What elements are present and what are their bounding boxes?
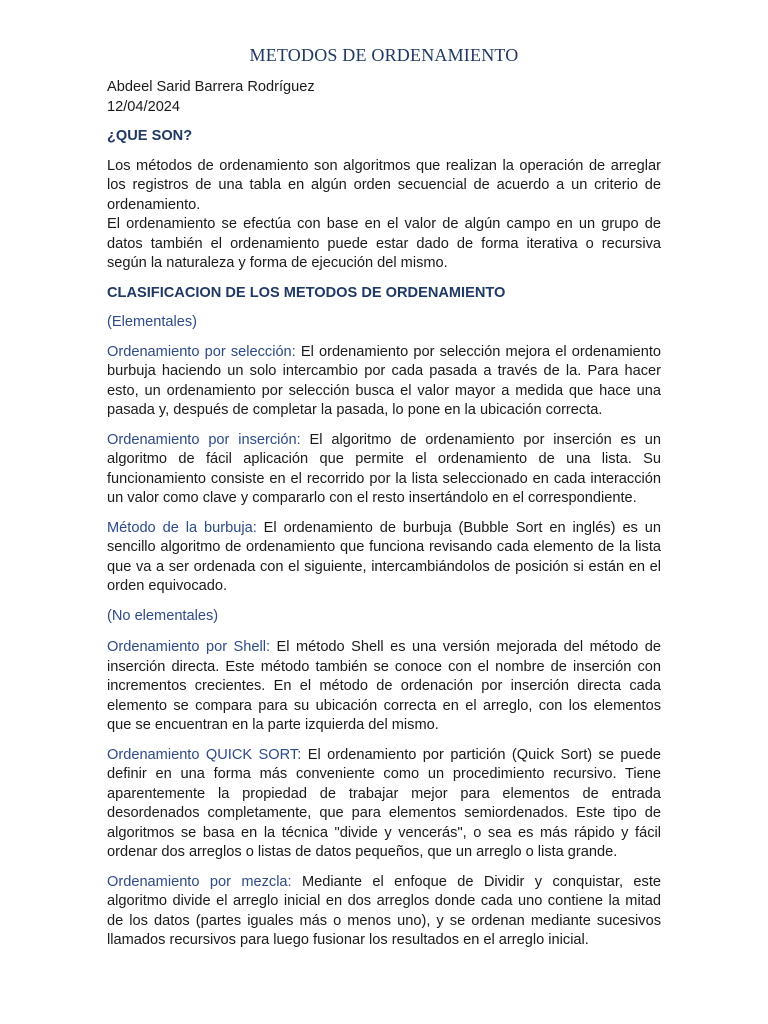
paragraph-ordenamiento-base: El ordenamiento se efectúa con base en el valor de algún campo en un grupo de datos también el ordenamiento puede estar dado de forma iterativa o recursiva según la naturaleza y forma de ejecución del mismo. xyxy=(107,216,661,271)
section-heading-que-son: ¿QUE SON? xyxy=(107,128,193,144)
method-paragraph-burbuja xyxy=(107,519,661,597)
method-paragraph-insercion xyxy=(107,431,661,509)
document-date: 12/04/2024 xyxy=(107,98,181,115)
method-text-seleccion: El ordenamiento por selección mejora el ordenamiento burbuja haciendo un solo intercambio por cada pasada a través de la. Para hacer esto, un ordenamiento por selección busca el valor mayor a medida que hace una pasada y, después de completar la pasada, lo pone en la ubicación correcta. xyxy=(107,343,662,418)
section-heading-clasificacion: CLASIFICACION DE LOS METODOS DE ORDENAMIENTO xyxy=(107,284,506,301)
method-term-shell: Ordenamiento por Shell: xyxy=(107,639,271,655)
method-paragraph-quicksort xyxy=(107,746,661,863)
author-name: Abdeel Sarid Barrera Rodríguez xyxy=(107,79,315,95)
method-text-quicksort: El ordenamiento por partición (Quick Sort) se puede definir en una forma más conveniente como un procedimiento recursivo. Tiene aparentemente la propiedad de trabajar mejor para elementos de entrada desordenados completamente, que para elementos semiordenados. Este tipo de algoritmos se basa en la técnica "divide y vencerás", o sea es más rápido y fácil ordenar dos arreglos o listas de datos pequeños, que un arreglo o lista grande. xyxy=(107,746,661,860)
subheading-elementales: (Elementales) xyxy=(107,314,198,330)
method-paragraph-shell xyxy=(107,638,661,736)
method-term-insercion: Ordenamiento por inserción: xyxy=(107,431,301,448)
paragraph-definition: Los métodos de ordenamiento son algoritmos que realizan la operación de arreglar los registros de una tabla en algún orden secuencial de acuerdo a un criterio de ordenamiento. xyxy=(107,157,661,213)
method-term-mezcla: Ordenamiento por mezcla: xyxy=(107,873,292,890)
method-term-quicksort: Ordenamiento QUICK SORT: xyxy=(107,746,302,763)
subheading-no-elementales: (No elementales) xyxy=(107,607,219,624)
method-text-shell: El método Shell es una versión mejorada del método de inserción directa. Este método también se conoce con el nombre de inserción con incrementos crecientes. En el método de ordenación por inserción directa cada elemento se compara para su ubicación correcta en el arreglo, con los elementos que se encuentran en la parte izquierda del mismo. xyxy=(107,639,661,733)
method-paragraph-seleccion xyxy=(107,343,661,421)
document-title: METODOS DE ORDENAMIENTO xyxy=(249,45,519,65)
method-text-insercion: El algoritmo de ordenamiento por inserción es un algoritmo de fácil aplicación que permite el ordenamiento de una lista. Su funcionamiento consiste en el recorrido por la lista seleccionado en cada interacción un valor como clave y compararlo con el resto insertándolo en el correspondiente. xyxy=(107,431,661,506)
method-text-mezcla: Mediante el enfoque de Dividir y conquistar, este algoritmo divide el arreglo inicial en dos arreglos donde cada uno contiene la mitad de los datos (partes iguales más o menos uno), y se ordenan mediante sucesivos llamados recursivos para luego fusionar los resultados en el arreglo inicial. xyxy=(107,873,661,948)
method-term-burbuja: Método de la burbuja: xyxy=(107,519,257,536)
method-paragraph-mezcla xyxy=(107,873,661,951)
method-term-seleccion: Ordenamiento por selección: xyxy=(107,343,296,360)
document-body xyxy=(107,44,661,951)
method-text-burbuja: El ordenamiento de burbuja (Bubble Sort en inglés) es un sencillo algoritmo de ordenamiento que funciona revisando cada elemento de la lista que va a ser ordenada con el siguiente, intercambiándolos de posición si están en el orden equivocado. xyxy=(107,519,662,594)
